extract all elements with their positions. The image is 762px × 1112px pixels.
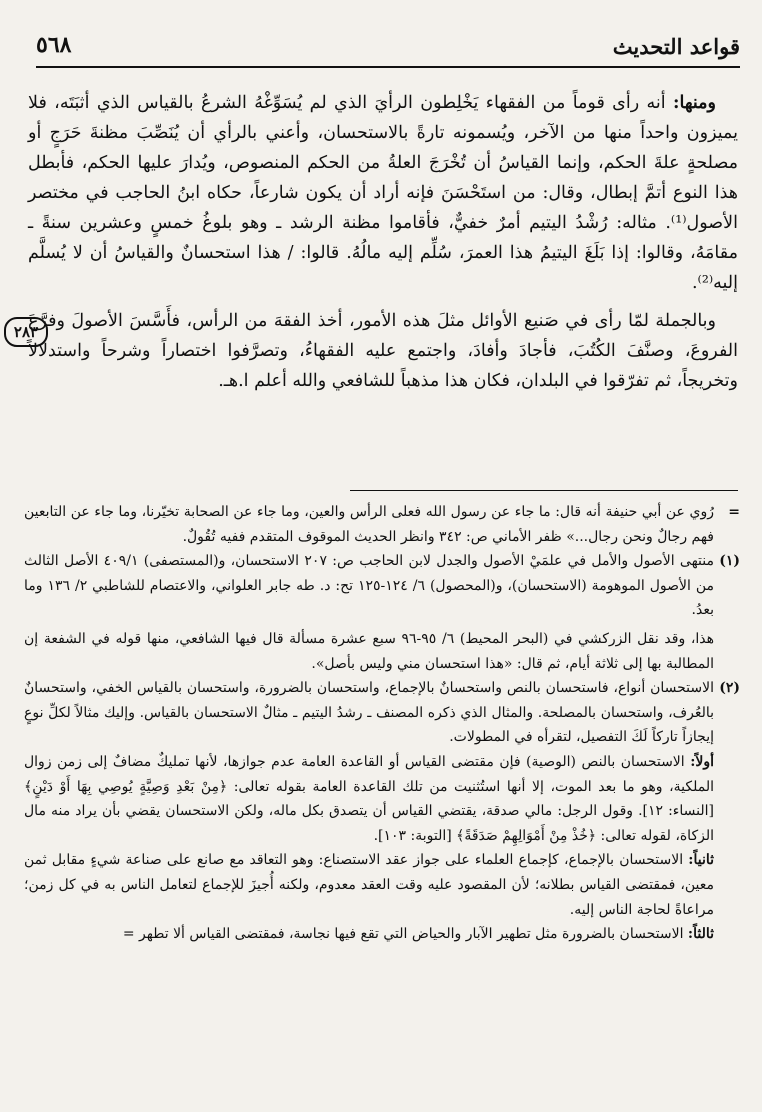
point-label: ثانياً: <box>688 852 714 869</box>
footnote-text: منتهى الأصول والأمل في علمَيْ الأصول والجدل لابن الحاجب ص: ٢٠٧ الاستحسان، و(المستصفى) ٤٠٩/١ الأصل الثالث من الأصول الموهومة (الاستحسان)، و(المحصول) ٦/ ١٢٤-١٢٥ تح: د. طه جابر العلواني، والاعتصام للشاطبي ٢/ ١٣٦ وما بعدُ. <box>24 553 714 619</box>
page-header <box>36 32 740 66</box>
page-number: ٥٦٨ <box>36 32 72 58</box>
footnote-marker: = <box>728 504 740 520</box>
footnote-rule <box>350 490 738 491</box>
footnote-continuation <box>24 500 740 549</box>
footnote-marker: (١) <box>719 553 740 570</box>
footnote-2 <box>24 676 740 947</box>
footnote-subparagraph: هذا، وقد نقل الزركشي في (البحر المحيط) ٦/ ٩٥-٩٦ سبع عشرة مسألة قال فيها الشافعي، منها قوله في الشفعة إن المطالبة بها إلى ثلاثة أيام، ثم قال: «هذا استحسان مني وليس بأصل». <box>24 630 714 672</box>
running-title: قواعد التحديث <box>612 34 740 59</box>
paragraph-1 <box>28 88 738 298</box>
footnote-text: الاستحسان أنواع، فاستحسان بالنص واستحسانٌ بالإجماع، واستحسان بالضرورة، واستحسان بالقياس الخفي، واستحسانٌ بالعُرف، واستحسان بالمصلحة. والمثال الذي ذكره المصنف ـ رشدُ اليتيم ـ مثالٌ الاستحسان بالقياس. وإليك مثالاً لكلِّ نوعٍ إيجازاً تاركاً لَكَ التفصيل، لتقرأه في المطولات. <box>24 680 714 746</box>
point-text: الاستحسان بالإجماع، كإجماع العلماء على جواز عقد الاستصناع: وهو التعاقد مع صانع على صناعة شيءٍ مقابل ثمن معين، فمقتضى القياس بطلانه؛ لأن المقصود عليه وقت العقد معدوم، ولكنه أُجيزَ للإجماع لتعامل الناس به في كل زمن؛ مراعاةً لحاجة الناس إليه. <box>24 852 714 918</box>
footnote-marker: (٢) <box>719 680 740 697</box>
margin-page-marker: ٢٨٣ <box>4 317 48 347</box>
point-label: أولاً: <box>690 753 714 770</box>
point-text: الاستحسان بالضرورة مثل تطهير الآبار والحياض التي تقع فيها نجاسة، فمقتضى القياس ألا تطهر = <box>122 926 688 943</box>
footnotes <box>24 500 740 947</box>
footnote-text: رُوي عن أبي حنيفة أنه قال: ما جاء عن رسول الله فعلى الرأس والعين، وما جاء عن الصحابة تخيّرنا، وما جاء عن التابعين فهم رجالٌ ونحن رجال...» ظفر الأماني ص: ٣٤٢ وانظر الحديث الموقوف المتقدم ففيه تُقُولٌ. <box>24 504 714 545</box>
header-rule <box>36 66 740 68</box>
point-label: ثالثاً: <box>687 926 714 943</box>
point-text: الاستحسان بالنص (الوصية) فإن مقتضى القياس أو القاعدة العامة عدم جوازها، لأنها تمليكٌ مضافٌ إلى زمن زوال الملكية، وهو ما بعد الموت، إلا أنها استُثنيت من تلك القاعدة العامة بقوله تعالى: ﴿مِنْ بَعْدِ وَصِيَّةٍ يُوصِي بِهَا أَوْ دَيْنٍ﴾ [النساء: ١٢]. وقول الرجل: مالي صدقة، يقتضي القياس أن يتصدق بكل ماله، ولكن الاستحسان يقضي بأن يراد منه مال الزكاة، لقوله تعالى: ﴿خُذْ مِنْ أَمْوَالِهِمْ صَدَقَةً﴾ [التوبة: ١٠٣]. <box>24 753 714 844</box>
paragraph-lead: ومنها: <box>673 93 716 113</box>
footnote-1 <box>24 549 740 676</box>
paragraph-2: وبالجملة لمّا رأى في صَنيع الأوائل مثلَ هذه الأمور، أخذ الفقهَ من الرأس، فأَسَّسَ الأصولَ وفرَّعَ الفروعَ، وصنَّفَ الكُتُبَ، فأجادَ وأفادَ، واجتمع عليه الفقهاءُ، وتصرَّفوا اختصاراً وشرحاً واستدلالاً وتخريجاً، ثم تفرّقوا في البلدان، فكان هذا مذهباً للشافعي والله أعلم ا.هـ. <box>28 311 738 391</box>
footnote-point-second <box>24 848 714 922</box>
footnote-point-third <box>24 922 714 947</box>
footnote-point-first <box>24 750 714 848</box>
paragraph-text: أنه رأى قوماً من الفقهاء يَخْلِطون الرأيَ الذي لم يُسَوِّغْهُ الشرعُ بالقياس الذي أثبَتَه، فلا يميزون واحداً منها من الآخر، ويُسمونه تارةً بالاستحسان، وأعني بالرأي أن يُنَصِّبَ مظنةَ حَرَجٍ أو مصلحةٍ علةَ الحكم، وإنما القياسُ أن تُخْرَجَ العلةُ من الحكم المنصوص، ويُدارَ عليها الحكم، فأبطل هذا النوع أتمَّ إبطال، وقال: من استَحْسَنَ فإنه أراد أن يكون شارعاً، حكاه ابنُ الحاجب في مختصر الأصول⁽¹⁾. مثاله: رُشْدُ اليتيم أمرٌ خفيٌّ، فأقاموا مظنة الرشد ـ وهو بلوغُ خمسٍ وعشرين سنةً ـ مقامَهُ، وقالوا: إذا بَلَغَ اليتيمُ هذا العمرَ، سُلِّم إليه مالُهُ. قالوا: / هذا استحسانٌ والقياسُ أن لا يُسلَّم إليه⁽²⁾. <box>28 93 738 293</box>
main-text <box>28 88 738 396</box>
